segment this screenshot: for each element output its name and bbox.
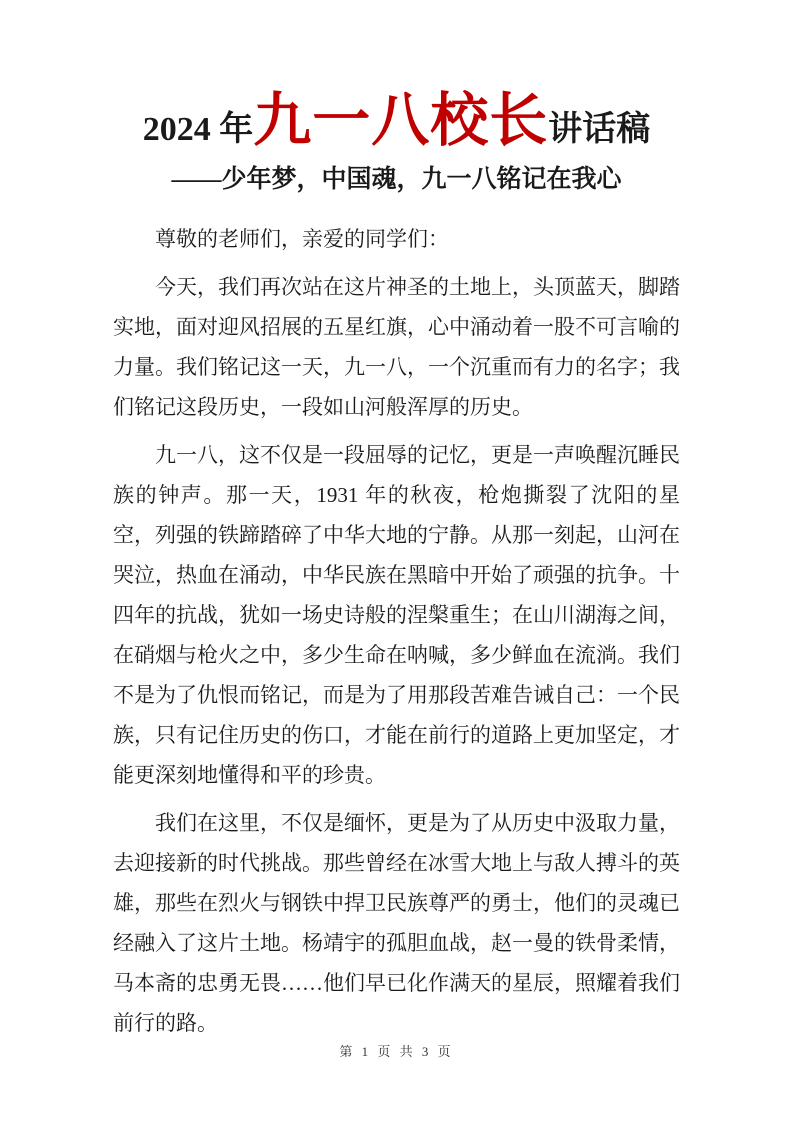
title-suffix: 讲话稿	[548, 111, 651, 148]
paragraph-salutation: 尊敬的老师们，亲爱的同学们：	[155, 226, 449, 251]
paragraph: 九一八，这不仅是一段屈辱的记忆，更是一声唤醒沉睡民族的钟声。那一天，1931 年的秋夜，枪炮撕裂了沈阳的星空，列强的铁蹄踏碎了中华大地的宁静。从那一刻起，山河在哭泣，热血在涌动，中华民族在黑暗中开始了顽强的抗争。十四年的抗战，犹如一场史诗般的涅槃重生；在山川湖海之间，在硝烟与枪火之中，多少生命在呐喊，多少鲜血在流淌。我们不是为了仇恨而铭记，而是为了用那段苦难告诫自己：一个民族，只有记住历史的伤口，才能在前行的道路上更加坚定，才能更深刻地懂得和平的珍贵。	[113, 442, 680, 787]
title-year: 2024 年	[142, 111, 254, 148]
document-subtitle: ——少年梦，中国魂，九一八铭记在我心	[171, 166, 622, 193]
title-highlight: 九一八校长	[253, 88, 549, 153]
page-title	[113, 88, 680, 153]
page-number-footer: 第 1 页 共 3 页	[339, 1044, 454, 1059]
paragraph: 今天，我们再次站在这片神圣的土地上，头顶蓝天，脚踏实地，面对迎风招展的五星红旗，心中涌动着一股不可言喻的力量。我们铭记这一天，九一八，一个沉重而有力的名字；我们铭记这段历史，一段如山河般浑厚的历史。	[113, 274, 680, 419]
paragraph: 我们在这里，不仅是缅怀，更是为了从历史中汲取力量，去迎接新的时代挑战。那些曾经在冰雪大地上与敌人搏斗的英雄，那些在烈火与钢铁中捍卫民族尊严的勇士，他们的灵魂已经融入了这片土地。杨靖宇的孤胆血战，赵一曼的铁骨柔情，马本斋的忠勇无畏……他们早已化作满天的星辰，照耀着我们前行的路。	[113, 810, 680, 1035]
document-body	[113, 219, 680, 1043]
